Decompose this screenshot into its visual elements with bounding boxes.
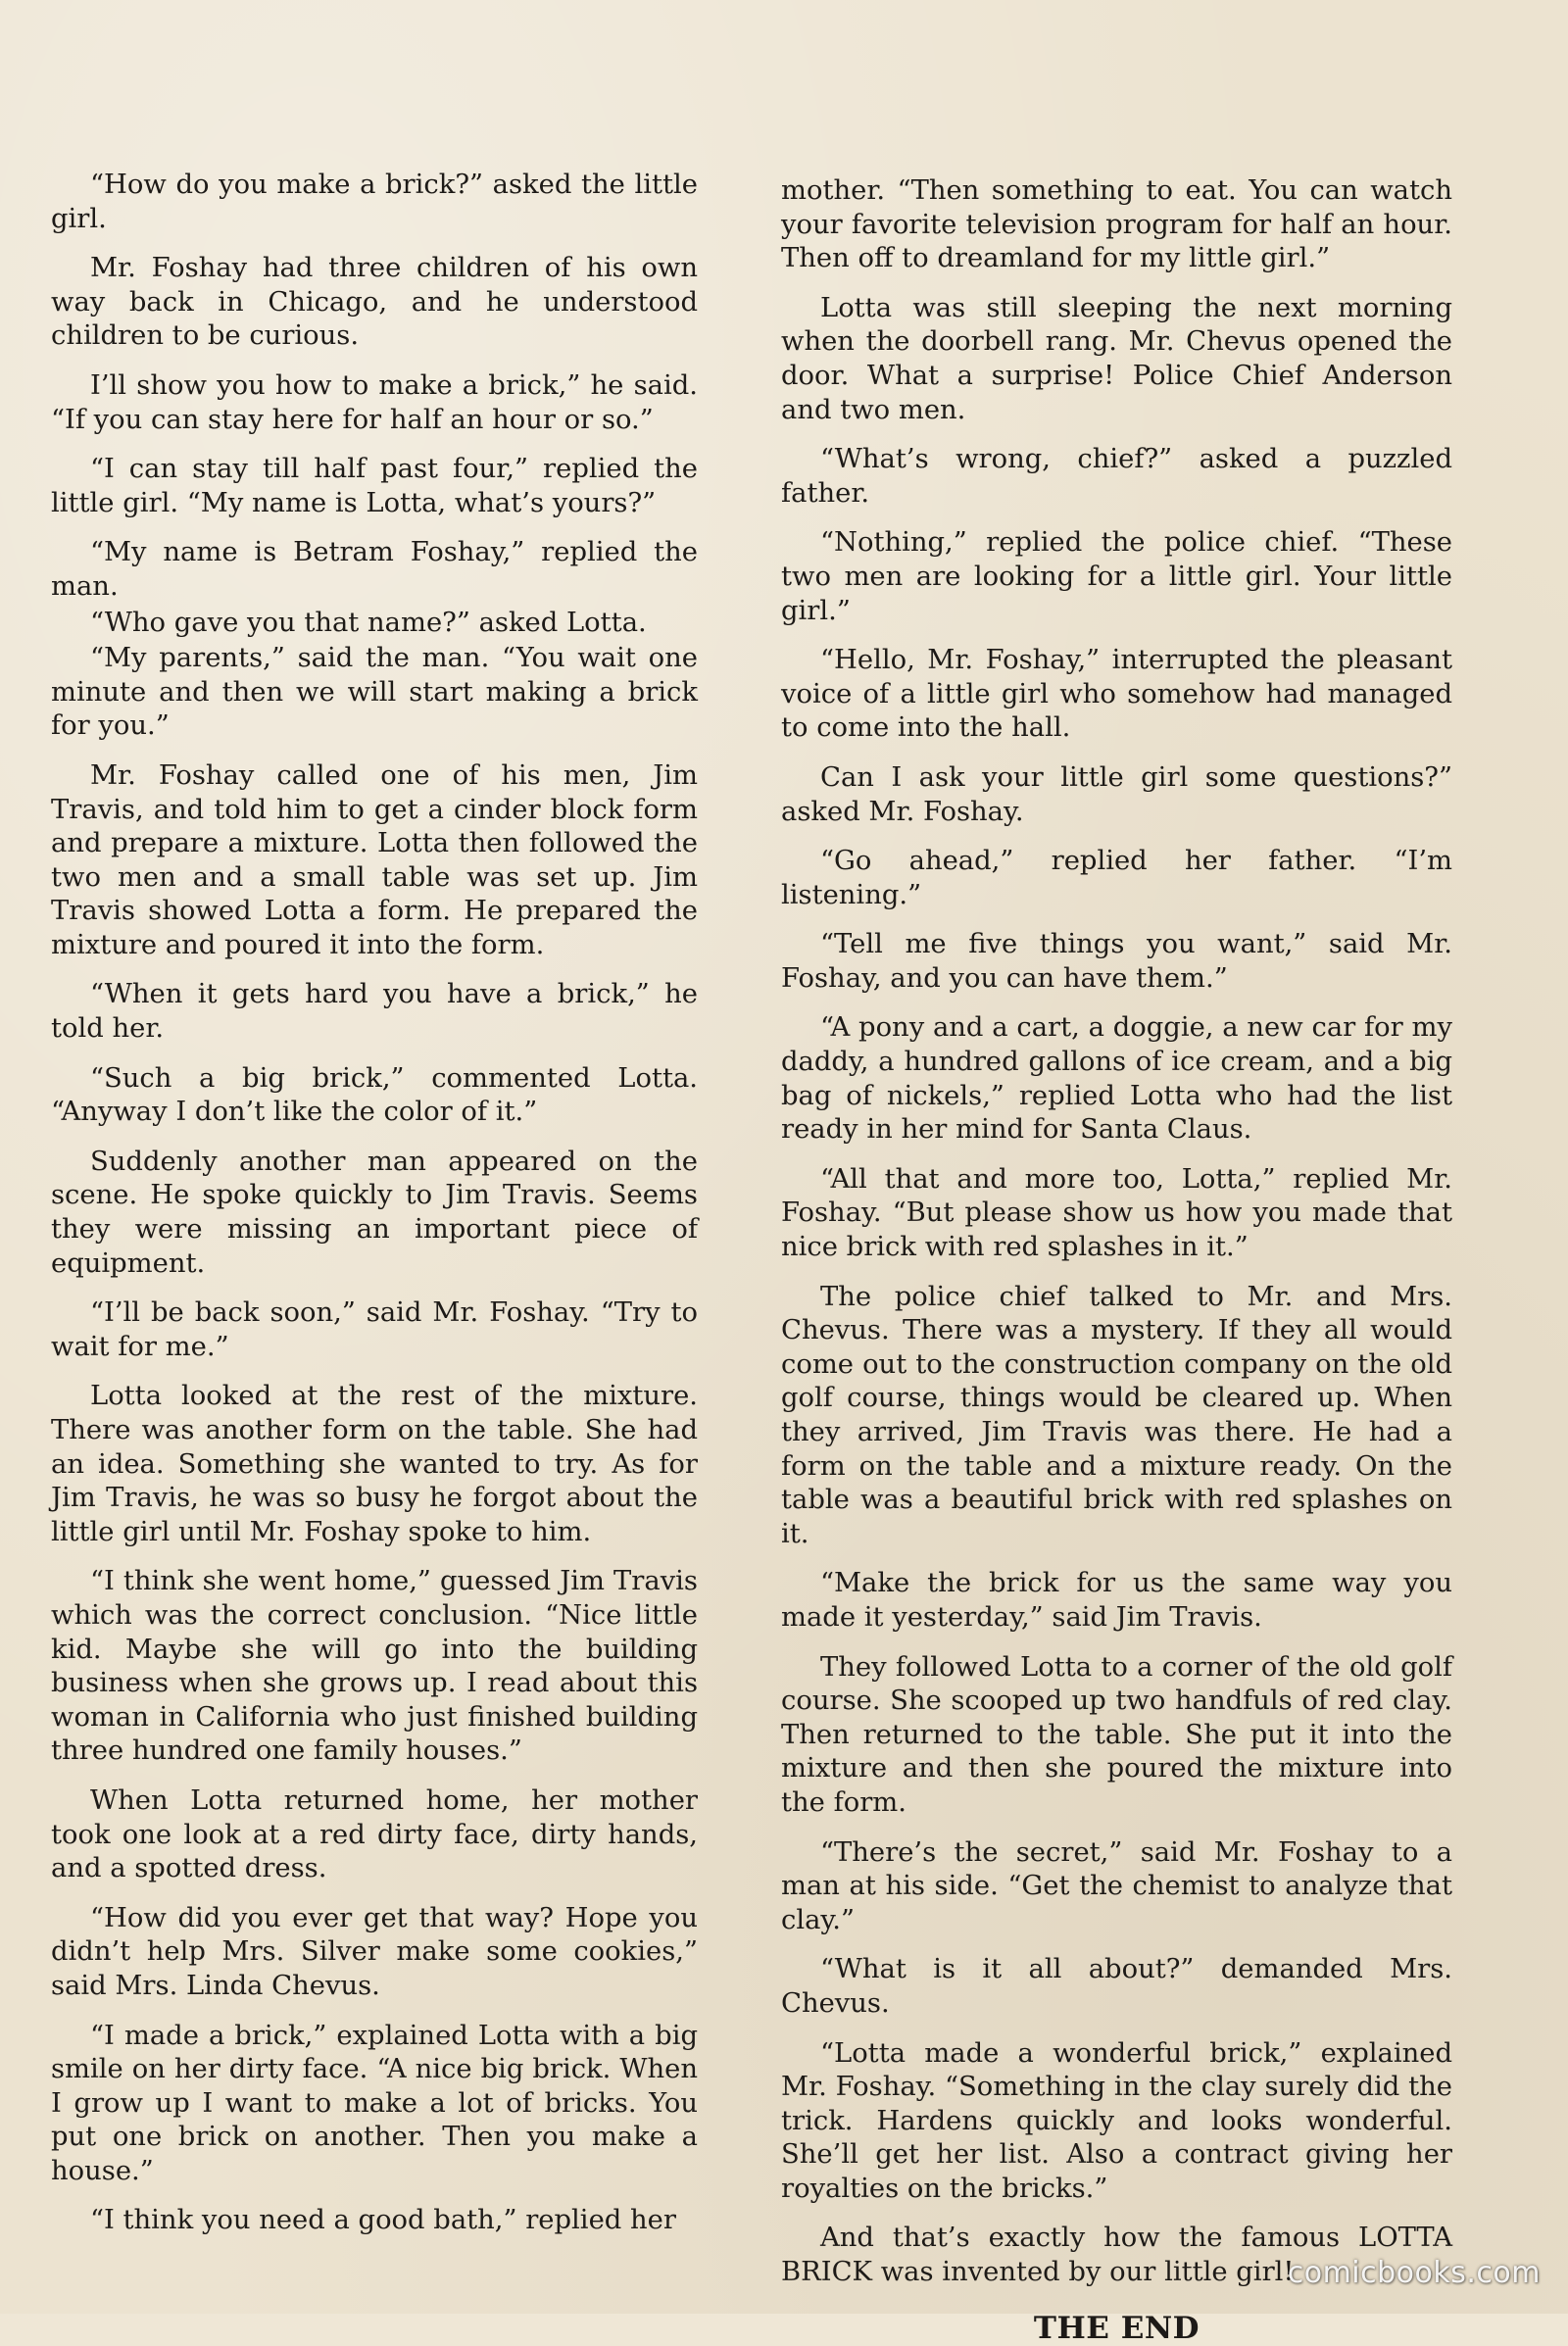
left-column [51,169,698,2254]
paragraph: “Such a big brick,” commented Lotta. “Anyway I don’t like the color of it.” [51,1062,698,1128]
paragraph: “I think you need a good bath,” replied her [90,2205,676,2236]
paragraph: And that’s exactly how the famous LOTTA BRICK was invented by our little girl! [781,2223,1452,2288]
paragraph: “I’ll be back soon,” said Mr. Foshay. “Try to wait for me.” [51,1297,698,1362]
paragraph: “What is it all about?” demanded Mrs. Chevus. [781,1954,1452,2019]
paragraph: “All that and more too, Lotta,” replied Mr. Foshay. “But please show us how you made that nice brick with red splashes in it.” [781,1163,1452,1263]
paragraph: They followed Lotta to a corner of the old golf course. She scooped up two handfuls of red clay. Then returned to the table. She put it into the mixture and then she poured the mixture into the form. [781,1651,1452,1818]
paragraph: “What’s wrong, chief?” asked a puzzled father. [781,444,1452,509]
paragraph: Mr. Foshay had three children of his own way back in Chicago, and he understood children to be curious. [51,253,698,352]
paragraph: When Lotta returned home, her mother took one look at a red dirty face, dirty hands, and a spotted dress. [51,1784,698,1884]
paragraph: “Hello, Mr. Foshay,” interrupted the pleasant voice of a little girl who somehow had managed to come into the hall. [781,645,1452,744]
the-end-heading: THE END [1033,2310,1200,2346]
paragraph: “Nothing,” replied the police chief. “These two men are looking for a little girl. Your little girl.” [781,527,1452,626]
paragraph: Mr. Foshay called one of his men, Jim Travis, and told him to get a cinder block form and prepare a mixture. Lotta then followed the two men and a small table was set up. Jim Travis showed Lotta a form. He prepared the mixture and poured it into the form. [51,759,698,960]
right-column [781,174,1452,2345]
paragraph: Lotta was still sleeping the next morning when the doorbell rang. Mr. Chevus opened the door. What a surprise! Police Chief Anderson and two men. [781,292,1452,425]
paragraph: The police chief talked to Mr. and Mrs. Chevus. There was a mystery. If they all would come out to the construction company on the old golf course, things would be cleared up. When they arrived, Jim Travis was there. He had a form on the table and a mixture ready. On the table was a beautiful brick with red splashes on it. [781,1281,1452,1549]
paragraph: “How did you ever get that way? Hope you didn’t help Mrs. Silver make some cookies,” said Mrs. Linda Chevus. [51,1902,698,2001]
paragraph: “There’s the secret,” said Mr. Foshay to a man at his side. “Get the chemist to analyze that clay.” [781,1836,1452,1935]
paragraph: “When it gets hard you have a brick,” he told her. [51,979,698,1045]
paragraph: “A pony and a cart, a doggie, a new car for my daddy, a hundred gallons of ice cream, and a big bag of nickels,” replied Lotta who had the list ready in her mind for Santa Claus. [781,1012,1452,1146]
paragraph: “Who gave you that name?” asked Lotta. [90,607,647,638]
paragraph: “How do you make a brick?” asked the little girl. [51,170,698,234]
paragraph: “I can stay till half past four,” replied the little girl. “My name is Lotta, what’s yours?” [51,454,698,518]
paragraph: “I think she went home,” guessed Jim Travis which was the correct conclusion. “Nice little kid. Maybe she will go into the building business when she grows up. I read about this woman in California who just finished building three hundred one family houses.” [51,1566,698,1767]
paragraph: mother. “Then something to eat. You can watch your favorite television program for half an hour. Then off to dreamland for my little girl.” [781,175,1452,274]
paragraph: “Go ahead,” replied her father. “I’m listening.” [781,846,1452,910]
paragraph: Lotta looked at the rest of the mixture. There was another form on the table. She had an idea. Something she wanted to try. As for Jim Travis, he was so busy he forgot about the little girl until Mr. Foshay spoke to him. [51,1381,698,1547]
paragraph: “My parents,” said the man. “You wait one minute and then we will start making a brick for you.” [51,643,698,742]
site-watermark: comicbooks.com [1287,2256,1541,2290]
paragraph: “Make the brick for us the same way you made it yesterday,” said Jim Travis. [781,1568,1452,1633]
paragraph: “I made a brick,” explained Lotta with a big smile on her dirty face. “A nice big brick. When I grow up I want to make a lot of bricks. You put one brick on another. Then you make a house.” [51,2020,698,2186]
paragraph: Suddenly another man appeared on the scene. He spoke quickly to Jim Travis. Seems they were missing an important piece of equipment. [51,1146,698,1279]
paragraph: Can I ask your little girl some questions?” asked Mr. Foshay. [781,761,1452,827]
paragraph: “Tell me five things you want,” said Mr. Foshay, and you can have them.” [781,929,1452,994]
paragraph: “My name is Betram Foshay,” replied the man. [51,537,698,602]
paragraph: I’ll show you how to make a brick,” he said. “If you can stay here for half an hour or so.” [51,369,698,435]
paragraph: “Lotta made a wonderful brick,” explained Mr. Foshay. “Something in the clay surely did the trick. Hardens quickly and looks wonderful. She’ll get her list. Also a contract giving her royalties on the bricks.” [781,2037,1452,2204]
